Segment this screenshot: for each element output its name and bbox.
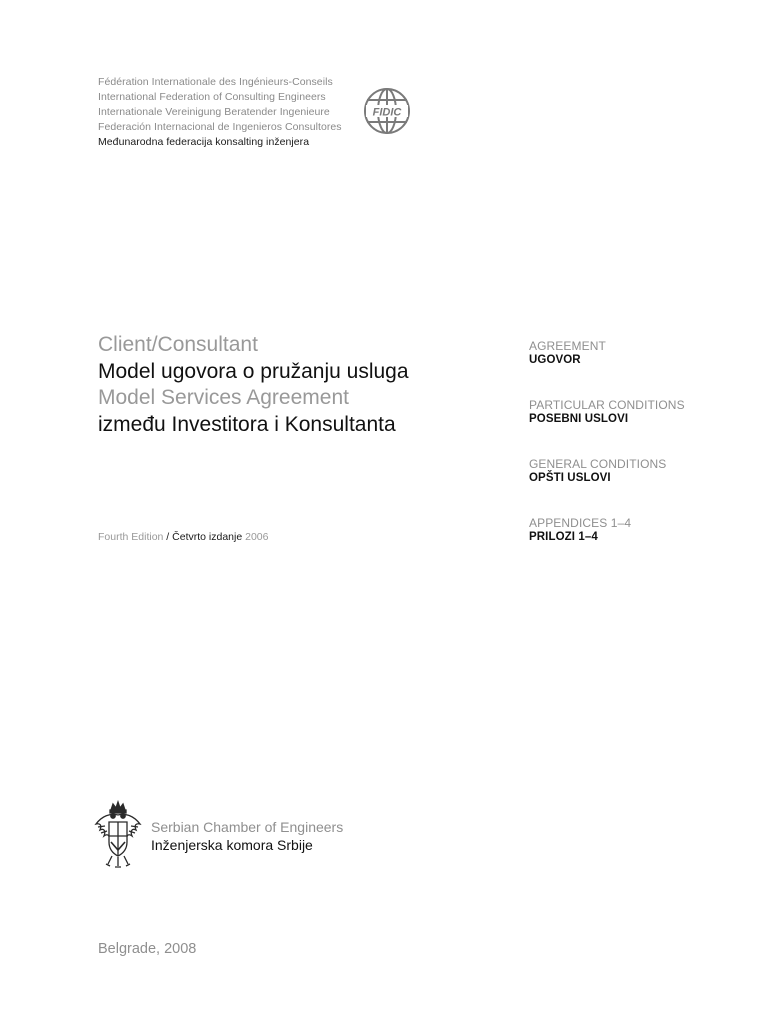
title-line-4: između Investitora i Konsultanta: [98, 412, 396, 436]
section-title-sr: UGOVOR: [529, 354, 581, 366]
federation-name-fr: Fédération Internationale des Ingénieurs-Conseils: [98, 76, 333, 88]
chamber-name: [151, 818, 343, 854]
chamber-name-sr: Inženjerska komora Srbije: [151, 837, 313, 853]
document-title: [98, 332, 498, 438]
title-line-2: Model ugovora o pružanju usluga: [98, 359, 409, 383]
globe-logo-icon: [360, 86, 414, 136]
section-title-en: APPENDICES 1–4: [529, 516, 632, 530]
edition-separator: /: [163, 531, 173, 543]
section-appendices: [529, 516, 729, 575]
coat-of-arms-icon: [92, 800, 144, 870]
section-title-en: GENERAL CONDITIONS: [529, 457, 667, 471]
title-line-3: Model Services Agreement: [98, 386, 349, 409]
section-title-sr: OPŠTI USLOVI: [529, 472, 611, 484]
edition-en: Fourth Edition: [98, 531, 164, 543]
edition-sr: Četvrto izdanje: [172, 531, 243, 543]
section-title-sr: POSEBNI USLOVI: [529, 413, 629, 425]
section-title-sr: PRILOZI 1–4: [529, 531, 598, 543]
federation-name-es: Federación Internacional de Ingenieros Consultores: [98, 121, 342, 133]
section-title-en: PARTICULAR CONDITIONS: [529, 398, 685, 412]
edition-line: [98, 531, 268, 543]
section-agreement: [529, 339, 729, 398]
edition-year: 2006: [242, 531, 269, 543]
place-date: Belgrade, 2008: [98, 941, 197, 957]
section-title-en: AGREEMENT: [529, 339, 606, 353]
contents-sections: [529, 339, 729, 575]
federation-name-sr: Međunarodna federacija konsalting inženjera: [98, 136, 310, 148]
federation-names: [98, 75, 358, 150]
title-line-1: Client/Consultant: [98, 333, 258, 356]
federation-name-de: Internationale Vereinigung Beratender Ingenieure: [98, 106, 330, 118]
chamber-name-en: Serbian Chamber of Engineers: [151, 819, 344, 835]
section-general-conditions: [529, 457, 729, 516]
fidic-logo-text: FIDIC: [372, 106, 402, 119]
section-particular-conditions: [529, 398, 729, 457]
federation-name-en: International Federation of Consulting Engineers: [98, 91, 326, 103]
